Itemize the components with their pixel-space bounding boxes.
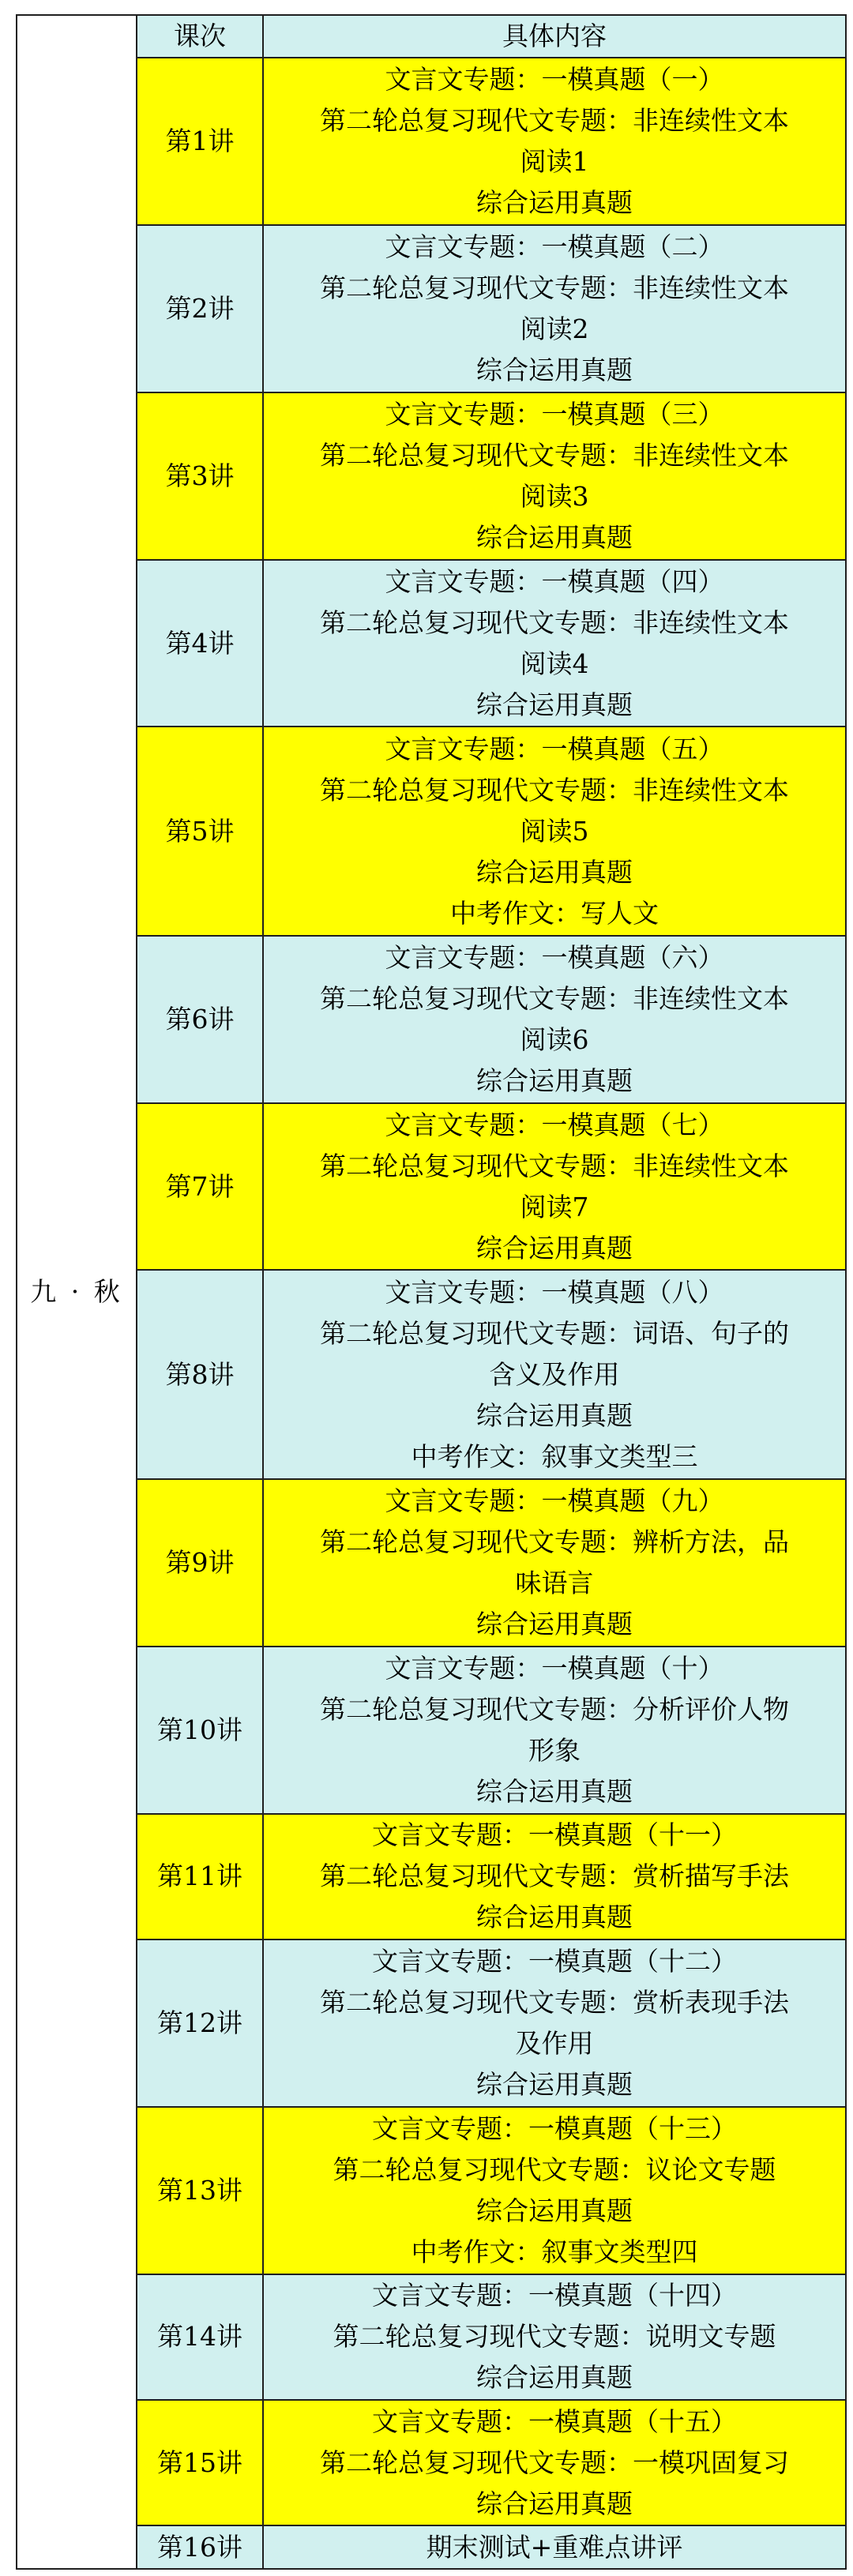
content-cell [263,58,846,225]
content-line: 阅读5 [520,815,589,847]
content-line: 第二轮总复习现代文专题：非连续性文本 [320,606,789,638]
content-line: 第二轮总复习现代文专题：非连续性文本 [320,272,789,303]
lesson-cell: 第5讲 [137,727,263,935]
table-row [17,560,846,727]
lesson-cell: 第14讲 [137,2274,263,2400]
content-line: 第二轮总复习现代文专题：一模巩固复习 [320,2446,789,2478]
content-line: 综合运用真题 [476,1232,633,1264]
table-row [17,392,846,560]
content-line: 综合运用真题 [476,354,633,385]
content-line: 文言文专题：一模真题（十） [385,1652,724,1684]
content-line: 阅读6 [520,1023,589,1055]
content-line: 第二轮总复习现代文专题：词语、句子的 [320,1317,789,1349]
content-line: 综合运用真题 [476,2488,633,2519]
content-line: 第二轮总复习现代文专题：辨析方法，品 [320,1526,789,1557]
content-line: 第二轮总复习现代文专题：说明文专题 [333,2321,776,2353]
lesson-cell: 第10讲 [137,1647,263,1814]
content-cell [263,392,846,560]
content-line: 中考作文：叙事文类型四 [411,2236,698,2267]
lesson-cell: 第16讲 [137,2525,263,2569]
content-cell [263,2107,846,2274]
content-line: 文言文专题：一模真题（八） [385,1276,724,1308]
content-line: 第二轮总复习现代文专题：非连续性文本 [320,982,789,1014]
schedule-body [17,15,846,2569]
content-line: 综合运用真题 [476,1399,633,1431]
content-line: 文言文专题：一模真题（十五） [372,2405,737,2437]
header-lesson: 课次 [137,15,263,58]
table-row [17,2274,846,2400]
content-line: 文言文专题：一模真题（二） [385,231,724,262]
content-line: 第二轮总复习现代文专题：分析评价人物 [320,1693,789,1725]
content-line: 第二轮总复习现代文专题：非连续性文本 [320,1150,789,1181]
table-row [17,1103,846,1271]
content-line: 文言文专题：一模真题（七） [385,1109,724,1140]
content-line: 综合运用真题 [476,186,633,218]
content-line: 第二轮总复习现代文专题：非连续性文本 [320,439,789,471]
content-line: 文言文专题：一模真题（十二） [372,1945,737,1977]
content-line: 形象 [528,1734,581,1766]
content-cell [263,560,846,727]
lesson-cell: 第3讲 [137,392,263,560]
content-line: 综合运用真题 [476,1065,633,1096]
content-line: 阅读3 [520,480,589,512]
content-cell [263,1647,846,1814]
content-line: 综合运用真题 [476,689,633,720]
content-cell [263,1940,846,2107]
table-row [17,58,846,225]
lesson-cell: 第6讲 [137,936,263,1103]
content-line: 阅读2 [520,313,589,344]
lesson-cell: 第1讲 [137,58,263,225]
lesson-cell: 第2讲 [137,225,263,392]
content-line: 综合运用真题 [476,1902,633,1933]
content-line: 综合运用真题 [476,856,633,888]
table-row [17,1940,846,2107]
content-cell [263,936,846,1103]
header-content: 具体内容 [263,15,846,58]
lesson-cell: 第9讲 [137,1479,263,1647]
content-line: 第二轮总复习现代文专题：议论文专题 [333,2154,776,2185]
content-cell [263,1103,846,1271]
content-cell [263,1479,846,1647]
lesson-cell: 第7讲 [137,1103,263,1271]
table-row [17,727,846,935]
content-line: 第二轮总复习现代文专题：赏析描写手法 [320,1861,789,1892]
table-row [17,2525,846,2569]
table-row [17,2400,846,2525]
content-line: 文言文专题：一模真题（十四） [372,2280,737,2311]
table-row [17,225,846,392]
content-line: 文言文专题：一模真题（五） [385,733,724,764]
table-row [17,1647,846,1814]
content-cell [263,1814,846,1940]
table-row [17,936,846,1103]
lesson-cell: 第4讲 [137,560,263,727]
content-line: 文言文专题：一模真题（六） [385,941,724,973]
content-line: 综合运用真题 [476,521,633,553]
lesson-cell: 第13讲 [137,2107,263,2274]
content-line: 中考作文：叙事文类型三 [411,1440,698,1472]
content-line: 文言文专题：一模真题（三） [385,398,724,430]
content-line: 文言文专题：一模真题（十三） [372,2112,737,2144]
content-line: 阅读7 [520,1191,589,1222]
content-cell [263,1270,846,1478]
content-line: 含义及作用 [489,1358,620,1390]
content-line: 文言文专题：一模真题（四） [385,565,724,597]
content-line: 文言文专题：一模真题（十一） [372,1819,737,1851]
lesson-cell: 第8讲 [137,1270,263,1478]
content-line: 文言文专题：一模真题（一） [385,63,724,95]
lesson-cell: 第11讲 [137,1814,263,1940]
content-line: 阅读1 [520,145,589,177]
content-line: 综合运用真题 [476,2362,633,2394]
lesson-cell: 第12讲 [137,1940,263,2107]
table-row [17,2107,846,2274]
table-row [17,1814,846,1940]
course-schedule-table [16,14,847,2570]
term-cell: 九 · 秋 [17,15,137,2569]
content-line: 综合运用真题 [476,1608,633,1639]
content-line: 综合运用真题 [476,2068,633,2100]
content-line: 期末测试+重难点讲评 [426,2531,683,2563]
content-cell [263,727,846,935]
content-cell [263,2400,846,2525]
table-row [17,1270,846,1478]
content-cell [263,2525,846,2569]
header-row [17,15,846,58]
content-line: 文言文专题：一模真题（九） [385,1485,724,1516]
content-line: 及作用 [515,2027,594,2059]
content-line: 阅读4 [520,648,589,679]
content-line: 中考作文：写人文 [450,897,659,929]
lesson-cell: 第15讲 [137,2400,263,2525]
content-line: 第二轮总复习现代文专题：赏析表现手法 [320,1986,789,2018]
content-line: 味语言 [515,1567,594,1598]
content-cell [263,2274,846,2400]
content-line: 第二轮总复习现代文专题：非连续性文本 [320,774,789,805]
content-cell [263,225,846,392]
content-line: 第二轮总复习现代文专题：非连续性文本 [320,104,789,136]
content-line: 综合运用真题 [476,2195,633,2226]
table-row [17,1479,846,1647]
content-line: 综合运用真题 [476,1775,633,1807]
